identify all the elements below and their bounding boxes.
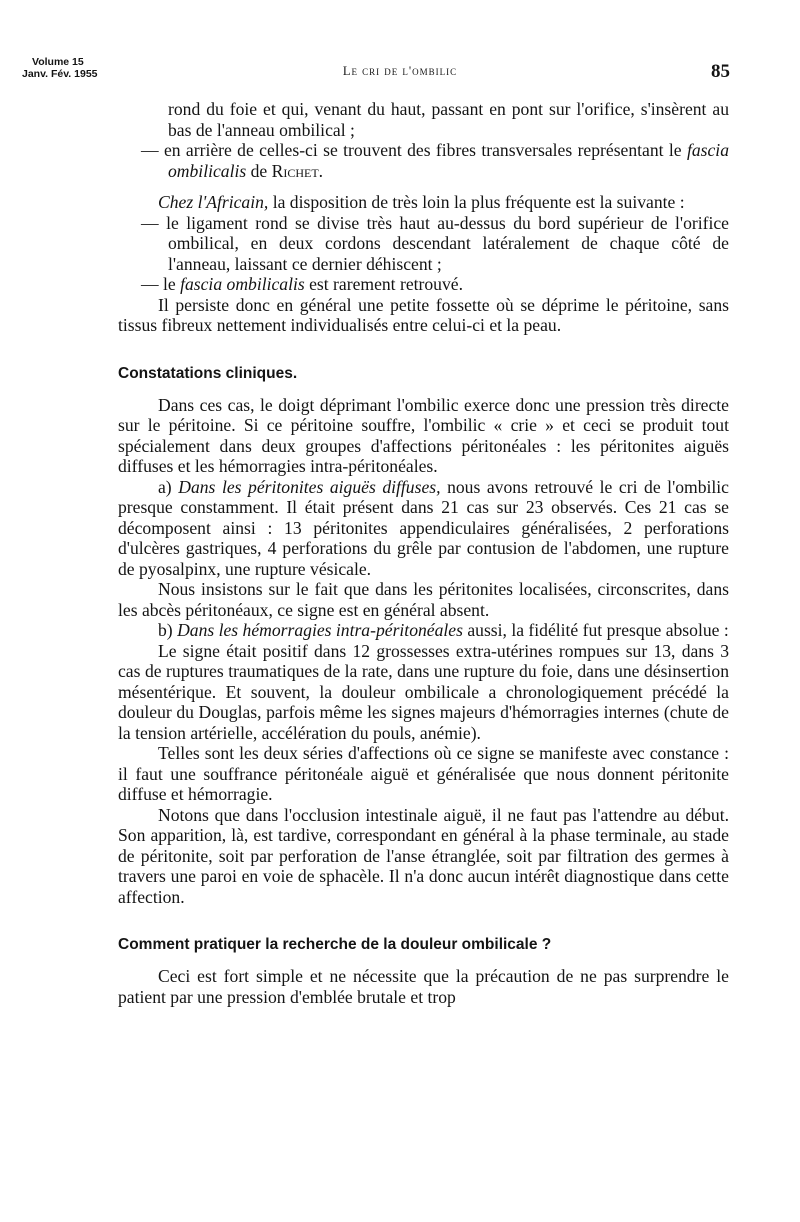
author-richet: Richet bbox=[271, 160, 319, 181]
paragraph-notons: Notons que dans l'occlusion intestinale aiguë, il ne faut pas l'attendre au début. Son apparition, là, est tardive, correspondant en général à la phase terminale, au stade de péritonite, soit par perforation de l'anse étranglée, soit par filtration des germes à travers une paroi en voie de sphacèle. Il n'a donc aucun intérêt diagnostique dans cette affection. bbox=[118, 804, 729, 907]
paragraph-hemorragies: b) Dans les hémorragies intra-péritonéales aussi, la fidélité fut presque absolue : bbox=[158, 620, 729, 640]
page-number: 85 bbox=[711, 61, 730, 82]
dash-item-fascia: — en arrière de celles-ci se trouvent des fibres transversales représentant le fascia ombilicalis de Richet. bbox=[141, 140, 729, 181]
paragraph-peritonites: a) Dans les péritonites aiguës diffuses, nous avons retrouvé le cri de l'ombilic presque constamment. Il était présent dans 21 cas sur 23 observés. Ces 21 cas se décomposent ainsi : 13 péritonites appendiculaires généralisées, 2 perforations d'ulcères gastriques, 4 perforations du grêle par contusion de l'abdomen, une rupture de pyosalpinx, une rupture vésicale. bbox=[118, 476, 729, 579]
paragraph-telles: Telles sont les deux séries d'affections où ce signe se manifeste avec constance : il faut une souffrance péritonéale aiguë et généralisée que nous donnent péritonite diffuse et hémorragie. bbox=[118, 743, 729, 804]
issue-date: Janv. Fév. 1955 bbox=[22, 68, 98, 80]
paragraph-signe: Le signe était positif dans 12 grossesses extra-utérines rompues sur 13, dans 3 cas de ruptures traumatiques de la rate, dans une rupture du foie, dans une désinsertion mésentérique. Et souvent, la douleur ombilicale a chronologiquement précédé la douleur du Douglas, parfois même les signes majeurs d'hémorragies internes (chute de la tension artérielle, accélération du pouls, anémie). bbox=[118, 640, 729, 743]
heading-constatations: Constatations cliniques. bbox=[118, 364, 298, 382]
paragraph-ceci: Ceci est fort simple et ne nécessite que la précaution de ne pas surprendre le patient par une pression d'emblée brutale et trop bbox=[118, 966, 729, 1007]
paragraph-clinique: Dans ces cas, le doigt déprimant l'ombilic exerce donc une pression très directe sur le péritoine. Si ce péritoine souffre, l'ombilic « crie » et ceci se produit tout spécialement dans deux groupes d'affections péritonéales : les péritonites aiguës diffuses et les hémorragies intra-péritonéales. bbox=[118, 394, 729, 476]
dash-item-ligament: — le ligament rond se divise très haut au-dessus du bord supérieur de l'orifice ombilical, en deux cordons descendant latéralement de chaque côté de l'anneau, laissant ce dernier déhiscent ; bbox=[141, 212, 729, 274]
article-body bbox=[118, 99, 729, 1007]
paragraph-persiste: Il persiste donc en général une petite fossette où se déprime le péritoine, sans tissus fibreux nettement individualisés entre celui-ci et la peau. bbox=[118, 294, 729, 335]
paragraph-continuation: rond du foie et qui, venant du haut, passant en pont sur l'orifice, s'insèrent au bas de l'anneau ombilical ; bbox=[168, 99, 729, 140]
running-title: Le cri de l'ombilic bbox=[342, 64, 458, 78]
heading-comment-pratiquer: Comment pratiquer la recherche de la douleur ombilicale ? bbox=[118, 936, 552, 953]
dash-item-fascia-rare: — le fascia ombilicalis est rarement retrouvé. bbox=[141, 274, 463, 294]
paragraph-africain: Chez l'Africain, la disposition de très loin la plus fréquente est la suivante : bbox=[158, 192, 685, 212]
volume-label: Volume 15 bbox=[32, 56, 84, 68]
paragraph-insistons: Nous insistons sur le fait que dans les péritonites localisées, circonscrites, dans les abcès péritonéaux, ce signe est en général absent. bbox=[118, 579, 729, 620]
